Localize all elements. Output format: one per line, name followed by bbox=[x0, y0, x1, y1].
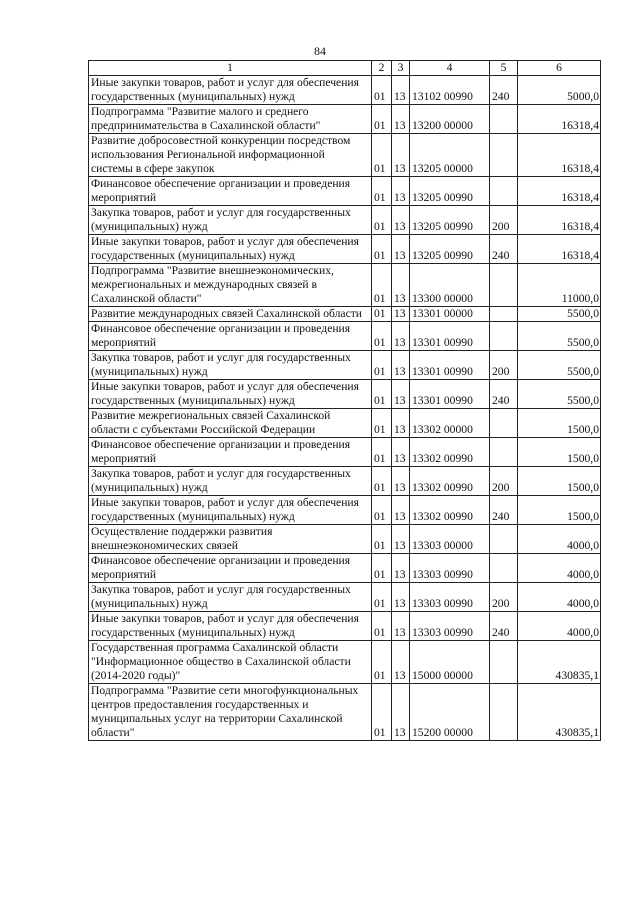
target-article-code: 13302 00990 bbox=[410, 467, 490, 496]
target-article-code: 13303 00990 bbox=[410, 554, 490, 583]
target-article-code: 13301 00000 bbox=[410, 307, 490, 322]
amount-value: 11000,0 bbox=[518, 264, 601, 307]
subsection-code: 13 bbox=[392, 612, 410, 641]
subsection-code: 13 bbox=[392, 134, 410, 177]
table-row bbox=[89, 438, 601, 467]
table-row bbox=[89, 264, 601, 307]
amount-value: 4000,0 bbox=[518, 612, 601, 641]
amount-value: 16318,4 bbox=[518, 177, 601, 206]
table-row bbox=[89, 641, 601, 684]
target-article-code: 13303 00990 bbox=[410, 612, 490, 641]
expense-type-code bbox=[490, 409, 518, 438]
section-code: 01 bbox=[372, 583, 392, 612]
subsection-code: 13 bbox=[392, 525, 410, 554]
row-description: Иные закупки товаров, работ и услуг для обеспечения государственных (муниципальных) нужд bbox=[89, 380, 372, 409]
subsection-code: 13 bbox=[392, 206, 410, 235]
subsection-code: 13 bbox=[392, 264, 410, 307]
expense-type-code: 200 bbox=[490, 351, 518, 380]
column-header: 5 bbox=[490, 61, 518, 76]
table-row bbox=[89, 322, 601, 351]
section-code: 01 bbox=[372, 496, 392, 525]
amount-value: 16318,4 bbox=[518, 134, 601, 177]
subsection-code: 13 bbox=[392, 641, 410, 684]
subsection-code: 13 bbox=[392, 554, 410, 583]
section-code: 01 bbox=[372, 438, 392, 467]
subsection-code: 13 bbox=[392, 105, 410, 134]
target-article-code: 13302 00990 bbox=[410, 496, 490, 525]
expense-type-code bbox=[490, 554, 518, 583]
section-code: 01 bbox=[372, 684, 392, 741]
subsection-code: 13 bbox=[392, 409, 410, 438]
row-description: Финансовое обеспечение организации и проведения мероприятий bbox=[89, 554, 372, 583]
subsection-code: 13 bbox=[392, 380, 410, 409]
section-code: 01 bbox=[372, 641, 392, 684]
target-article-code: 15000 00000 bbox=[410, 641, 490, 684]
row-description: Подпрограмма "Развитие сети многофункциональных центров предоставления государственных и муниципальных услуг на территории Сахалинской области" bbox=[89, 684, 372, 741]
target-article-code: 13102 00990 bbox=[410, 76, 490, 105]
expense-type-code bbox=[490, 641, 518, 684]
subsection-code: 13 bbox=[392, 76, 410, 105]
table-row bbox=[89, 307, 601, 322]
expense-type-code bbox=[490, 307, 518, 322]
section-code: 01 bbox=[372, 134, 392, 177]
expense-type-code: 240 bbox=[490, 612, 518, 641]
amount-value: 16318,4 bbox=[518, 105, 601, 134]
target-article-code: 13301 00990 bbox=[410, 380, 490, 409]
amount-value: 16318,4 bbox=[518, 206, 601, 235]
target-article-code: 13301 00990 bbox=[410, 322, 490, 351]
target-article-code: 13303 00000 bbox=[410, 525, 490, 554]
row-description: Иные закупки товаров, работ и услуг для обеспечения государственных (муниципальных) нужд bbox=[89, 235, 372, 264]
section-code: 01 bbox=[372, 206, 392, 235]
target-article-code: 13300 00000 bbox=[410, 264, 490, 307]
amount-value: 4000,0 bbox=[518, 583, 601, 612]
target-article-code: 13303 00990 bbox=[410, 583, 490, 612]
table-row bbox=[89, 525, 601, 554]
table-row bbox=[89, 351, 601, 380]
row-description: Развитие международных связей Сахалинской области bbox=[89, 307, 372, 322]
row-description: Осуществление поддержки развития внешнеэкономических связей bbox=[89, 525, 372, 554]
table-row bbox=[89, 554, 601, 583]
table-row bbox=[89, 235, 601, 264]
expense-type-code: 240 bbox=[490, 76, 518, 105]
expense-type-code bbox=[490, 177, 518, 206]
subsection-code: 13 bbox=[392, 351, 410, 380]
table-row bbox=[89, 496, 601, 525]
section-code: 01 bbox=[372, 264, 392, 307]
expense-type-code bbox=[490, 322, 518, 351]
table-row bbox=[89, 206, 601, 235]
row-description: Иные закупки товаров, работ и услуг для обеспечения государственных (муниципальных) нужд bbox=[89, 612, 372, 641]
section-code: 01 bbox=[372, 525, 392, 554]
amount-value: 1500,0 bbox=[518, 409, 601, 438]
table-row bbox=[89, 409, 601, 438]
row-description: Закупка товаров, работ и услуг для государственных (муниципальных) нужд bbox=[89, 351, 372, 380]
row-description: Закупка товаров, работ и услуг для государственных (муниципальных) нужд bbox=[89, 583, 372, 612]
amount-value: 1500,0 bbox=[518, 438, 601, 467]
expense-type-code bbox=[490, 105, 518, 134]
page-number: 84 bbox=[314, 44, 326, 58]
target-article-code: 13200 00000 bbox=[410, 105, 490, 134]
row-description: Финансовое обеспечение организации и проведения мероприятий bbox=[89, 177, 372, 206]
amount-value: 1500,0 bbox=[518, 496, 601, 525]
target-article-code: 13205 00000 bbox=[410, 134, 490, 177]
amount-value: 5500,0 bbox=[518, 322, 601, 351]
expense-type-code bbox=[490, 134, 518, 177]
table-row bbox=[89, 612, 601, 641]
target-article-code: 15200 00000 bbox=[410, 684, 490, 741]
column-header: 3 bbox=[392, 61, 410, 76]
subsection-code: 13 bbox=[392, 496, 410, 525]
expense-type-code: 240 bbox=[490, 235, 518, 264]
table-row bbox=[89, 177, 601, 206]
section-code: 01 bbox=[372, 409, 392, 438]
subsection-code: 13 bbox=[392, 307, 410, 322]
column-header: 6 bbox=[518, 61, 601, 76]
subsection-code: 13 bbox=[392, 467, 410, 496]
expense-type-code: 200 bbox=[490, 206, 518, 235]
section-code: 01 bbox=[372, 351, 392, 380]
row-description: Финансовое обеспечение организации и проведения мероприятий bbox=[89, 322, 372, 351]
expense-type-code bbox=[490, 264, 518, 307]
amount-value: 5500,0 bbox=[518, 307, 601, 322]
row-description: Закупка товаров, работ и услуг для государственных (муниципальных) нужд bbox=[89, 467, 372, 496]
row-description: Финансовое обеспечение организации и проведения мероприятий bbox=[89, 438, 372, 467]
row-description: Иные закупки товаров, работ и услуг для обеспечения государственных (муниципальных) нужд bbox=[89, 76, 372, 105]
amount-value: 1500,0 bbox=[518, 467, 601, 496]
table-row bbox=[89, 105, 601, 134]
subsection-code: 13 bbox=[392, 583, 410, 612]
target-article-code: 13302 00990 bbox=[410, 438, 490, 467]
table-row bbox=[89, 684, 601, 741]
amount-value: 430835,1 bbox=[518, 684, 601, 741]
target-article-code: 13205 00990 bbox=[410, 177, 490, 206]
section-code: 01 bbox=[372, 307, 392, 322]
subsection-code: 13 bbox=[392, 438, 410, 467]
table-row bbox=[89, 134, 601, 177]
amount-value: 4000,0 bbox=[518, 525, 601, 554]
expense-type-code bbox=[490, 525, 518, 554]
section-code: 01 bbox=[372, 177, 392, 206]
section-code: 01 bbox=[372, 380, 392, 409]
expense-type-code: 240 bbox=[490, 380, 518, 409]
section-code: 01 bbox=[372, 235, 392, 264]
table-header-row bbox=[89, 61, 601, 76]
expense-type-code: 240 bbox=[490, 496, 518, 525]
row-description: Подпрограмма "Развитие малого и среднего предпринимательства в Сахалинской области" bbox=[89, 105, 372, 134]
subsection-code: 13 bbox=[392, 177, 410, 206]
target-article-code: 13301 00990 bbox=[410, 351, 490, 380]
target-article-code: 13205 00990 bbox=[410, 206, 490, 235]
amount-value: 5000,0 bbox=[518, 76, 601, 105]
column-header: 1 bbox=[89, 61, 372, 76]
row-description: Закупка товаров, работ и услуг для государственных (муниципальных) нужд bbox=[89, 206, 372, 235]
row-description: Государственная программа Сахалинской области "Информационное общество в Сахалинской области (2014-2020 годы)" bbox=[89, 641, 372, 684]
subsection-code: 13 bbox=[392, 235, 410, 264]
expense-type-code: 200 bbox=[490, 583, 518, 612]
expense-type-code bbox=[490, 684, 518, 741]
section-code: 01 bbox=[372, 76, 392, 105]
amount-value: 430835,1 bbox=[518, 641, 601, 684]
amount-value: 16318,4 bbox=[518, 235, 601, 264]
amount-value: 5500,0 bbox=[518, 380, 601, 409]
section-code: 01 bbox=[372, 612, 392, 641]
section-code: 01 bbox=[372, 467, 392, 496]
row-description: Развитие добросовестной конкуренции посредством использования Региональной информационной системы в сфере закупок bbox=[89, 134, 372, 177]
subsection-code: 13 bbox=[392, 322, 410, 351]
table-row bbox=[89, 467, 601, 496]
section-code: 01 bbox=[372, 554, 392, 583]
row-description: Подпрограмма "Развитие внешнеэкономических, межрегиональных и международных связей в Сахалинской области" bbox=[89, 264, 372, 307]
row-description: Развитие межрегиональных связей Сахалинской области с субъектами Российской Федерации bbox=[89, 409, 372, 438]
table-row bbox=[89, 76, 601, 105]
budget-table bbox=[88, 60, 601, 741]
section-code: 01 bbox=[372, 322, 392, 351]
expense-type-code: 200 bbox=[490, 467, 518, 496]
subsection-code: 13 bbox=[392, 684, 410, 741]
section-code: 01 bbox=[372, 105, 392, 134]
column-header: 4 bbox=[410, 61, 490, 76]
table-row bbox=[89, 380, 601, 409]
amount-value: 4000,0 bbox=[518, 554, 601, 583]
table-row bbox=[89, 583, 601, 612]
target-article-code: 13205 00990 bbox=[410, 235, 490, 264]
column-header: 2 bbox=[372, 61, 392, 76]
amount-value: 5500,0 bbox=[518, 351, 601, 380]
row-description: Иные закупки товаров, работ и услуг для обеспечения государственных (муниципальных) нужд bbox=[89, 496, 372, 525]
expense-type-code bbox=[490, 438, 518, 467]
target-article-code: 13302 00000 bbox=[410, 409, 490, 438]
